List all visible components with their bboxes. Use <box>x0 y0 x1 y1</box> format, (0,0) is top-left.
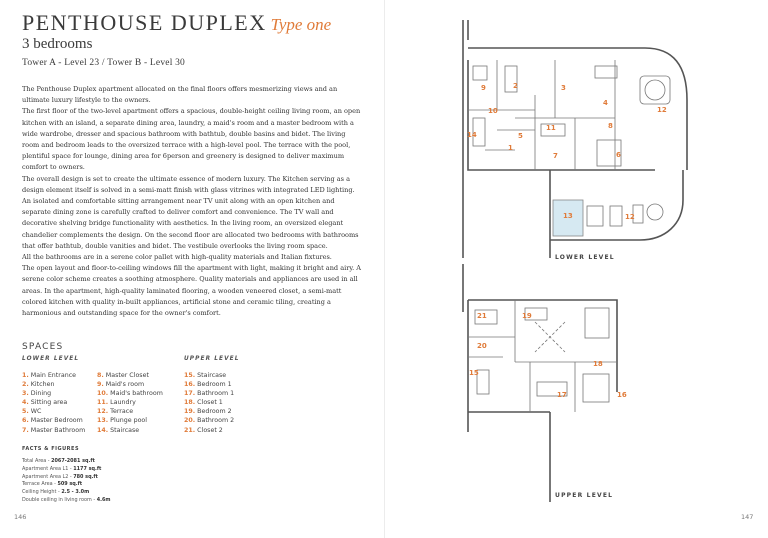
list-item: 10. Maid's bathroom <box>97 390 163 398</box>
room-number: 10 <box>488 107 498 115</box>
page-number-left: 146 <box>14 513 27 521</box>
room-number: 12 <box>625 213 635 221</box>
room-number: 15 <box>469 369 479 377</box>
list-item: 19. Bedroom 2 <box>184 408 232 416</box>
room-number: 17 <box>557 391 567 399</box>
fact-row: Apartment Area L2 - 780 sq.ft <box>22 473 98 480</box>
list-item: 12. Terrace <box>97 408 134 416</box>
lower-level-label: LOWER LEVEL <box>555 254 615 261</box>
room-number: 4 <box>603 99 608 107</box>
room-list-col3 <box>184 371 234 435</box>
room-number: 7 <box>553 152 558 160</box>
room-number: 1 <box>508 144 513 152</box>
list-item: 18. Closet 1 <box>184 399 223 407</box>
upper-level-label: UPPER LEVEL <box>555 492 614 499</box>
list-item: 6. Master Bedroom <box>22 417 83 425</box>
facts-list <box>22 458 110 505</box>
room-number: 3 <box>561 84 566 92</box>
room-list-col1 <box>22 371 85 435</box>
room-number: 9 <box>481 84 486 92</box>
list-item: 1. Main Entrance <box>22 372 77 379</box>
list-item: 16. Bedroom 1 <box>184 381 232 389</box>
room-number: 12 <box>657 106 667 114</box>
list-item: 9. Maid's room <box>97 381 145 389</box>
room-list-col2 <box>97 371 163 435</box>
fact-row: Terrace Area - 509 sq.ft <box>22 481 83 488</box>
list-item: 7. Master Bathroom <box>22 426 86 434</box>
list-item: 20. Bathroom 2 <box>184 417 235 425</box>
paragraph: The Penthouse Duplex apartment allocated on the final floors offers mesmerizing views and an ultimate luxury lifestyle to the owners. <box>22 85 338 105</box>
room-number: 18 <box>593 360 603 368</box>
bedrooms-subtitle: 3 bedrooms <box>22 36 93 52</box>
description <box>22 84 362 319</box>
list-item: 3. Dining <box>22 390 52 398</box>
paragraph: The first floor of the two-level apartment offers a spacious, double-height ceiling living room, an open kitchen with an island, a separate dining area, laundry, a maid's room and a master bedroom with a wide wardrobe, dresser and spacious bathroom with bathtub, double basins and bidet. The living room and bedroom leads to the oversized terrace with a high-level pool. The terrace with the pool, plentiful space for lounge, dining area for 6person and greenery is designed to deliver maximum comfort to owners. <box>22 107 361 172</box>
room-number: 2 <box>513 82 518 90</box>
lower-level-plan <box>385 0 768 260</box>
right-page <box>384 0 768 538</box>
list-item: 14. Staircase <box>97 426 140 434</box>
spaces-heading: SPACES <box>22 342 64 352</box>
room-number: 14 <box>467 131 477 139</box>
list-item: 8. Master Closet <box>97 372 149 379</box>
title-text: PENTHOUSE DUPLEX <box>22 10 267 35</box>
type-label: Type one <box>270 15 332 34</box>
paragraph: All the bathrooms are in a serene color pallet with high-quality materials and Italian fixtures. <box>22 253 332 262</box>
list-item: 5. WC <box>22 408 42 416</box>
list-item: 17. Bathroom 1 <box>184 390 235 398</box>
lower-level-heading: LOWER LEVEL <box>22 356 80 362</box>
list-item: 4. Sitting area <box>22 399 68 407</box>
paragraph: The overall design is set to create the ultimate essence of modern luxury. The Kitchen serving as a design element itself is solved in a semi-matt finish with glass vitrines with integrated LED lighting. <box>22 174 355 194</box>
room-number: 6 <box>616 151 621 159</box>
room-number: 13 <box>563 212 573 220</box>
room-number: 21 <box>477 312 487 320</box>
room-number: 8 <box>608 122 613 130</box>
fact-row: Total Area - 2067-2081 sq.ft <box>22 458 95 464</box>
tower-levels: Tower A - Level 23 / Tower B - Level 30 <box>22 58 186 68</box>
list-item: 15. Staircase <box>184 372 227 379</box>
paragraph: An isolated and comfortable sitting arrangement near TV unit along with an open kitchen and separate dining zone is carefully crafted to deliver comfort and convenience. The TV wall and decorative shelving bridge functionality with aesthetics. In the living room, an oversized elegant chandelier complements the design. On the second floor are allocated two bedrooms with bathrooms that offer bathtub, double vanities and bidet. The vestibule overlooks the living room space. <box>22 197 359 250</box>
room-number: 19 <box>522 312 532 320</box>
room-number: 20 <box>477 342 487 350</box>
room-number: 5 <box>518 132 523 140</box>
fact-row: Double ceiling in living room - 4.6m <box>22 496 111 503</box>
list-item: 11. Laundry <box>97 399 136 407</box>
upper-level-plan <box>385 262 768 512</box>
room-number: 11 <box>546 124 556 132</box>
fact-row: Apartment Area L1 - 1177 sq.ft <box>22 465 102 472</box>
fact-row: Ceiling Height - 2.5 - 3.0m <box>22 489 90 496</box>
upper-level-heading: UPPER LEVEL <box>184 356 240 362</box>
list-item: 13. Plunge pool <box>97 417 148 425</box>
list-item: 2. Kitchen <box>22 381 55 389</box>
list-item: 21. Closet 2 <box>184 426 223 434</box>
page-title <box>22 10 331 36</box>
paragraph: The open layout and floor-to-ceiling windows fill the apartment with light, making it bright and airy. A serene color scheme creates a soothing atmosphere. Quality materials and appliances are used in all areas. In the apartment, high-quality laminated flooring, a wooden veneered closet, a semi-matt colored kitchen with quality in-built appliances, artificial stone and ceramic tiling, creating a harmonious and outstanding space for the owner's comfort. <box>22 264 362 318</box>
room-number: 16 <box>617 391 627 399</box>
facts-heading: FACTS & FIGURES <box>22 446 80 452</box>
page-number-right: 147 <box>741 513 754 521</box>
